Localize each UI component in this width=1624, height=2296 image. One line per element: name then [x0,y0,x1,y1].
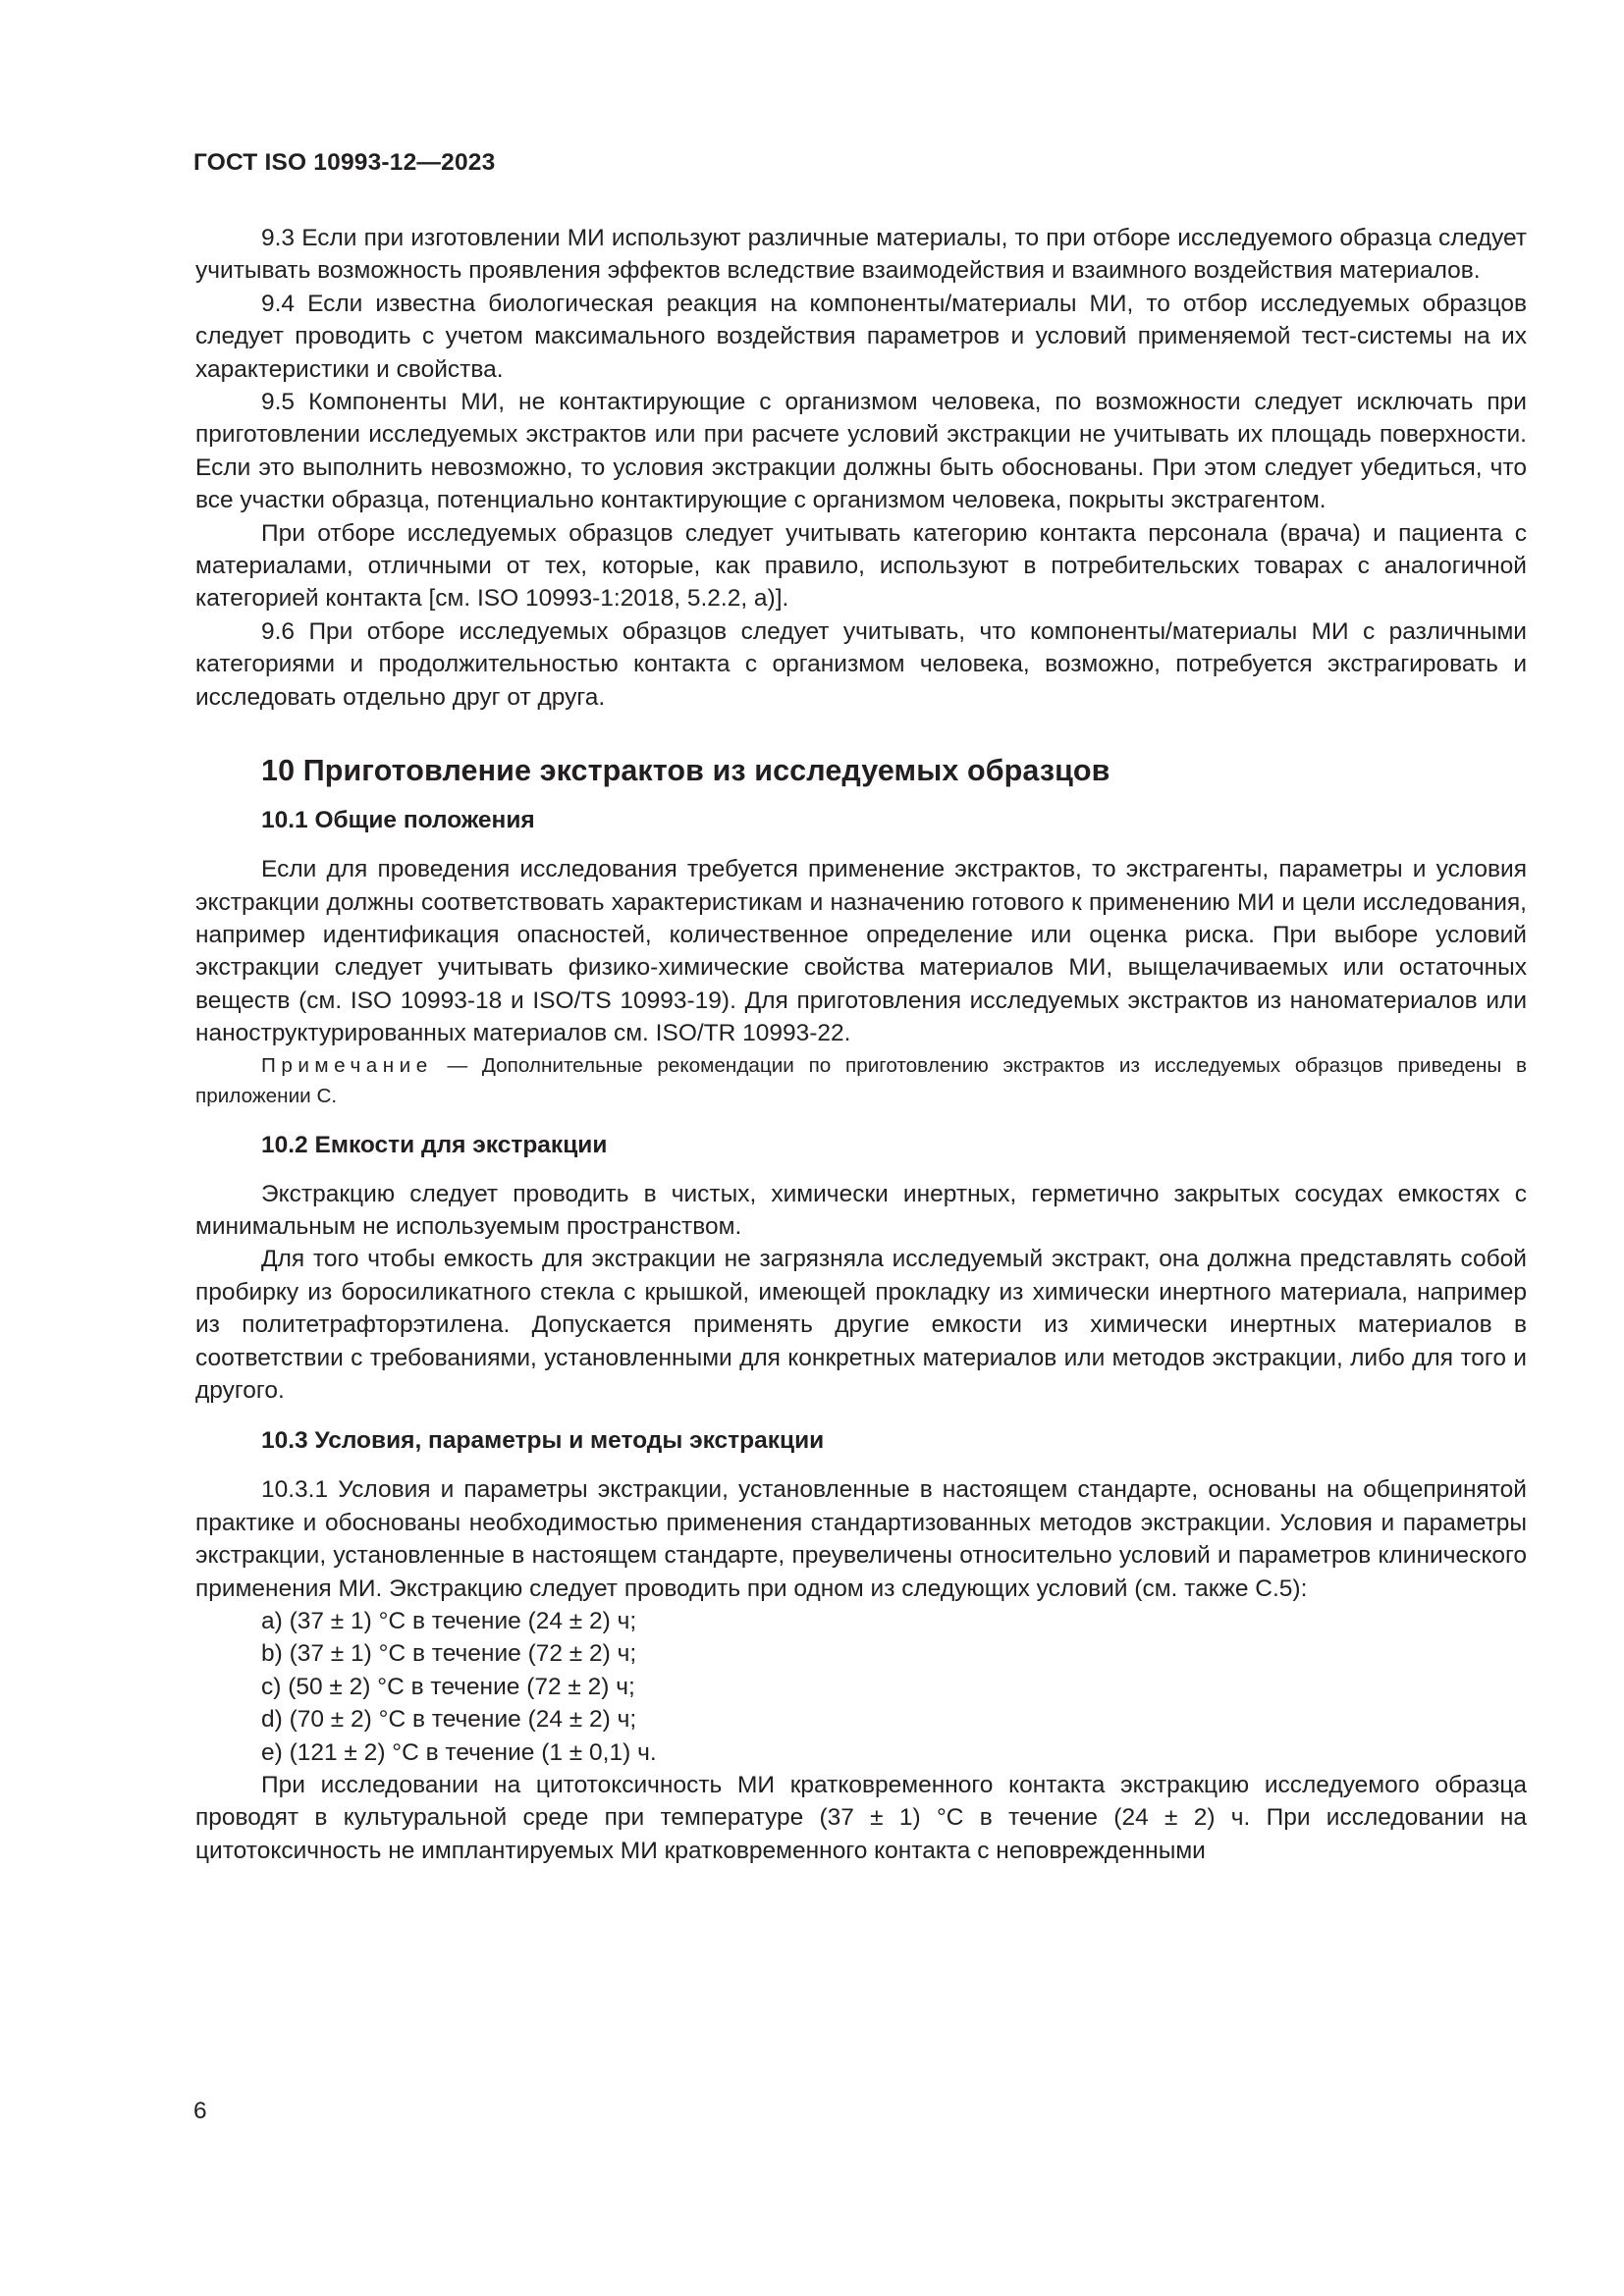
paragraph-10-3-1-continued: При исследовании на цитотоксичность МИ кратковременного контакта экстракцию исследуемого образца проводят в культуральной среде при температуре (37 ± 1) °С в течение (24 ± 2) ч. При исследовании на цитотоксичность не имплантируемых МИ кратковременного контакта с неповрежденными [195,1772,1527,1864]
section-10-3-heading: 10.3 Условия, параметры и методы экстракции [261,1427,825,1455]
paragraph-9-4: 9.4 Если известна биологическая реакция на компоненты/материалы МИ, то отбор исследуемых образцов следует проводить с учетом максимального воздействия параметров и условий применяемой тест-системы на их характеристики и свойства. [195,290,1527,383]
paragraph-10-1: Если для проведения исследования требуется применение экстрактов, то экстрагенты, параметры и условия экстракции должны соответствовать характеристикам и назначению готового к применению МИ и цели исследования, например идентификация опасностей, количественное определение или оценка риска. При выборе условий экстракции следует учитывать физико-химические свойства материалов МИ, выщелачиваемых или остаточных веществ (см. ISO 10993-18 и ISO/TS 10993-19). Для приготовления исследуемых экстрактов из наноматериалов или наноструктурированных материалов см. ISO/TR 10993-22. [195,856,1527,1047]
page-number: 6 [193,2098,207,2124]
condition-item-c: c) (50 ± 2) °С в течение (72 ± 2) ч; [261,1673,635,1700]
document-header-title: ГОСТ ISO 10993-12—2023 [193,149,496,176]
document-body [195,222,1527,1867]
condition-item-a: a) (37 ± 1) °С в течение (24 ± 2) ч; [261,1608,637,1634]
note-label: Примечание [261,1053,433,1077]
paragraph-10-2-a: Экстракцию следует проводить в чистых, химически инертных, герметично закрытых сосудах емкостях с минимальным не используемым пространством. [195,1180,1527,1240]
note-text: — Дополнительные рекомендации по приготовлению экстрактов из исследуемых образцов приведены в приложении С. [195,1053,1527,1107]
paragraph-9-3: 9.3 Если при изготовлении МИ используют различные материалы, то при отборе исследуемого образца следует учитывать возможность проявления эффектов вследствие взаимодействия и взаимного воздействия материалов. [195,225,1527,285]
paragraph-10-3-1: 10.3.1 Условия и параметры экстракции, установленные в настоящем стандарте, основаны на общепринятой практике и обоснованы необходимостью применения стандартизованных методов экстракции. Условия и параметры экстракции, установленные в настоящем стандарте, преувеличены относительно условий и параметров клинического применения МИ. Экстракцию следует проводить при одном из следующих условий (см. также С.5): [195,1476,1527,1602]
condition-item-e: e) (121 ± 2) °С в течение (1 ± 0,1) ч. [261,1738,657,1766]
paragraph-9-5-continued: При отборе исследуемых образцов следует учитывать категорию контакта персонала (врача) и пациента с материалами, отличными от тех, которые, как правило, используют в потребительских товарах с аналогичной категорией контакта [см. ISO 10993-1:2018, 5.2.2, а)]. [195,519,1527,613]
paragraph-10-2-b: Для того чтобы емкость для экстракции не загрязняла исследуемый экстракт, она должна представлять собой пробирку из боросиликатного стекла с крышкой, имеющей прокладку из химически инертного материала, например из политетрафторэтилена. Допускается применять другие емкости из химически инертных материалов в соответствии с требованиями, установленными для конкретных материалов или методов экстракции, либо для того и другого. [195,1246,1527,1404]
paragraph-9-5: 9.5 Компоненты МИ, не контактирующие с организмом человека, по возможности следует исключать при приготовлении исследуемых экстрактов или при расчете условий экстракции не учитывать их площадь поверхности. Если это выполнить невозможно, то условия экстракции должны быть обоснованы. При этом следует убедиться, что все участки образца, потенциально контактирующие с организмом человека, покрыты экстрагентом. [195,389,1527,514]
section-10-2-heading: 10.2 Емкости для экстракции [261,1131,608,1158]
section-10-heading: 10 Приготовление экстрактов из исследуемых образцов [261,754,1110,788]
condition-item-b: b) (37 ± 1) °С в течение (72 ± 2) ч; [261,1640,637,1668]
note-10-1 [195,1050,1527,1111]
section-10-1-heading: 10.1 Общие положения [261,807,535,834]
paragraph-9-6: 9.6 При отборе исследуемых образцов следует учитывать, что компоненты/материалы МИ с различными категориями и продолжительностью контакта с организмом человека, возможно, потребуется экстрагировать и исследовать отдельно друг от друга. [195,617,1527,711]
condition-item-d: d) (70 ± 2) °С в течение (24 ± 2) ч; [261,1706,637,1734]
